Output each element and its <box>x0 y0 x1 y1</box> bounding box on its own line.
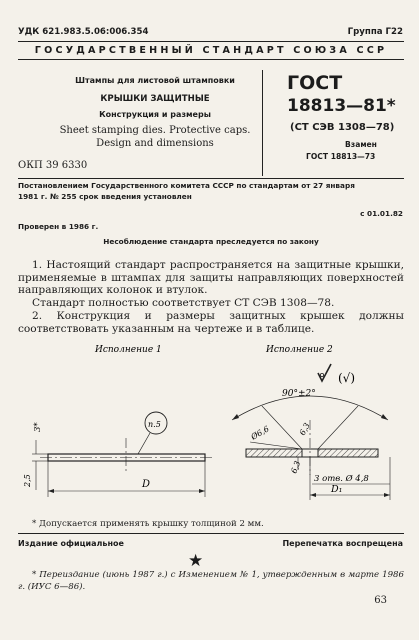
banner-rule <box>18 59 404 60</box>
effective-date: с 01.01.82 <box>360 209 403 218</box>
gost-number: 18813—81* <box>287 96 396 116</box>
official-edition: Издание официальное <box>18 539 124 548</box>
top-rule <box>18 41 404 42</box>
decree-line-2: 1981 г. № 255 срок введения установлен <box>18 192 192 201</box>
title-divider <box>262 70 263 176</box>
dim-3-star: 3* <box>33 422 43 432</box>
en-title-2: Design and dimensions <box>96 138 214 149</box>
title-rule <box>18 178 404 179</box>
ru-title-1: Штампы для листовой штамповки <box>75 76 235 85</box>
star-icon: ★ <box>188 551 204 571</box>
replaces-value: ГОСТ 18813—73 <box>306 152 376 161</box>
dim-6-3-top: 6,3 <box>297 421 312 437</box>
group-code: Группа Г22 <box>347 27 403 37</box>
variant-1-drawing <box>23 412 214 497</box>
standard-banner: ГОСУДАРСТВЕННЫЙ СТАНДАРТ СОЮЗА ССР <box>34 45 388 56</box>
variant-1-label: Исполнение 1 <box>95 345 162 355</box>
st-sev-number: (СТ СЭВ 1308—78) <box>290 122 395 133</box>
variant-2-label: Исполнение 2 <box>266 345 333 355</box>
reissue-note: * Переиздание (июнь 1987 г.) с Изменением № 1, утвержденным в марте 1986 г. (ИУС 6—86). <box>18 570 404 592</box>
replaces-label: Взамен <box>345 140 377 149</box>
paragraph-2: Стандарт полностью соответствует СТ СЭВ 1308—78. <box>32 297 335 309</box>
okp-code: ОКП 39 6330 <box>18 160 88 171</box>
variant-2-drawing <box>232 389 390 500</box>
dim-6-3-bottom: 6,3 <box>289 459 303 475</box>
dim-angle: 90°±2° <box>282 389 316 399</box>
decree-line-1: Постановлением Государственного комитета СССР по стандартам от 27 января <box>18 181 355 190</box>
paragraph-1: 1. Настоящий стандарт распространяется на защитные крышки, применяемые в штампах для защиты направляющих поверхностей направляющих колонок и втулок. <box>18 259 404 297</box>
dim-D: D <box>142 479 151 490</box>
checked-note: Проверен в 1986 г. <box>18 222 99 231</box>
footnote-rule <box>18 533 404 534</box>
dim-phi-6-6: Ø6,6 <box>249 424 271 442</box>
dim-2-5: 2,5 <box>23 474 32 487</box>
dim-D1: D₁ <box>331 484 343 495</box>
roughness-symbol <box>318 364 355 385</box>
holes-label: 3 отв. Ø 4,8 <box>314 474 369 484</box>
gost-label: ГОСТ <box>287 72 343 94</box>
law-warning: Несоблюдение стандарта преследуется по закону <box>103 237 319 246</box>
callout-label: п.5 <box>148 420 161 429</box>
ru-title-3: Конструкция и размеры <box>99 110 211 119</box>
roughness-parenthesized: (√) <box>338 371 356 385</box>
page-number: 63 <box>374 595 387 606</box>
udk-code: УДК 621.983.5.06:006.354 <box>18 27 149 37</box>
paragraph-3: 2. Конструкция и размеры защитных крышек должны соответствовать указанным на чертеже и в таблице. <box>18 310 404 335</box>
ru-title-2: КРЫШКИ ЗАЩИТНЫЕ <box>100 94 210 104</box>
en-title-1: Sheet stamping dies. Protective caps. <box>59 125 251 136</box>
reprint-prohibited: Перепечатка воспрещена <box>282 539 403 548</box>
footnote-thickness: * Допускается применять крышку толщиной 2 мм. <box>32 519 264 529</box>
technical-drawing <box>0 336 419 516</box>
